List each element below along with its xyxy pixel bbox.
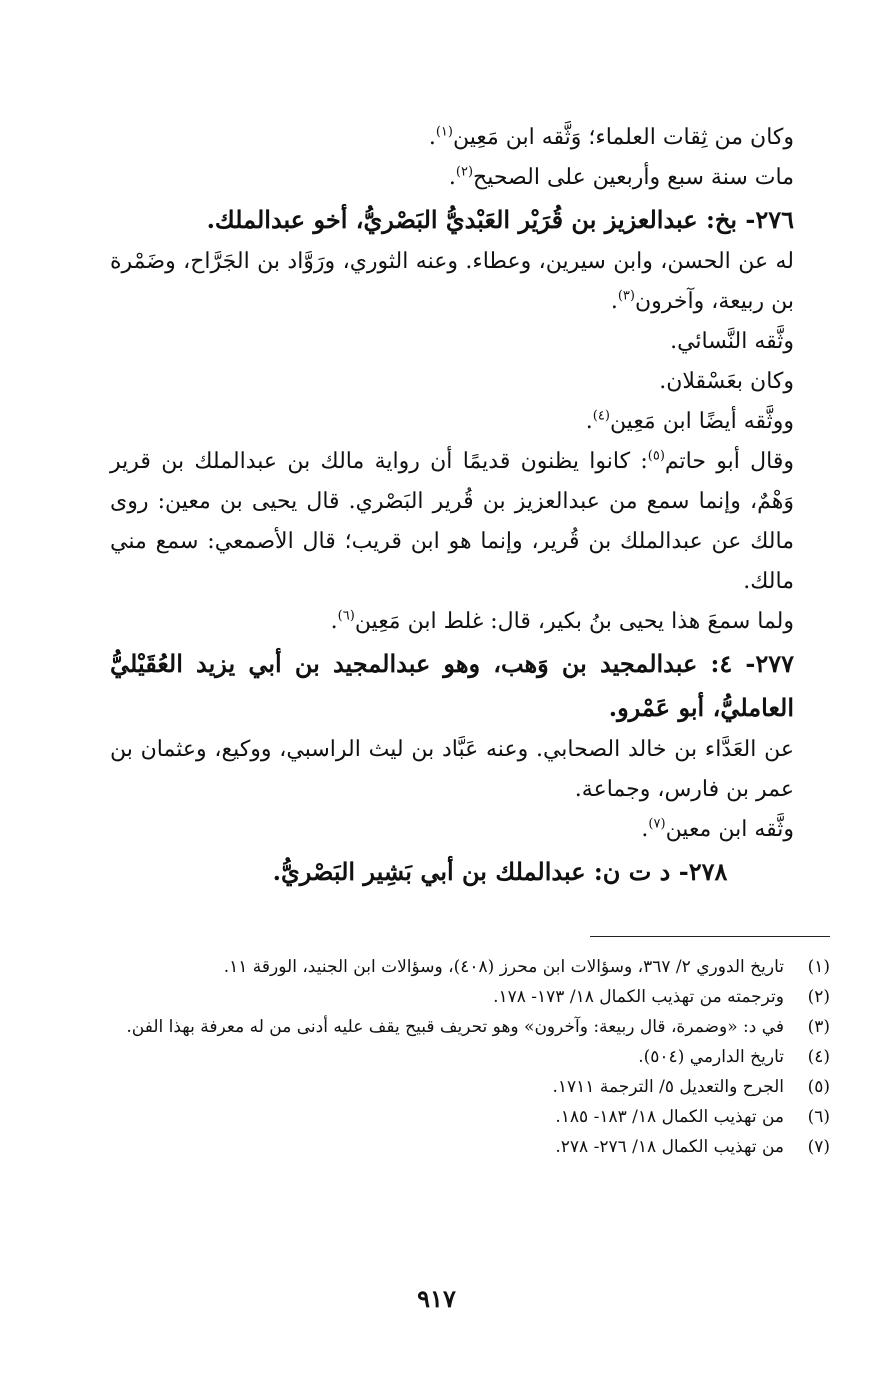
text-line: وكان من ثِقات العلماء؛ وَثَّقه ابن مَعِين$^{(١)}$. xyxy=(428,124,794,150)
footnote-number: (٣) xyxy=(807,1017,830,1037)
footnote-ref[interactable]: (٣) xyxy=(617,288,635,304)
footnote-divider xyxy=(590,936,830,937)
footnote-text: تاريخ الدارمي (٥٠٤). xyxy=(638,1047,784,1067)
footnotes xyxy=(110,952,830,1162)
main-text xyxy=(110,118,830,894)
text-paragraph: عن العَدَّاء بن خالد الصحابي. وعنه عَبَّاد بن ليث الراسبي، ووكيع، وعثمان بن عمر بن فارس، وجماعة. xyxy=(110,737,794,802)
footnote-ref[interactable]: (٧) xyxy=(648,816,666,832)
footnote-item xyxy=(110,1012,830,1042)
footnote-ref[interactable]: (٢) xyxy=(455,164,474,180)
footnote-ref[interactable]: (٤) xyxy=(592,408,610,424)
footnote-item xyxy=(110,982,830,1012)
entry-heading-277: ٢٧٧- ٤: عبدالمجيد بن وَهب، وهو عبدالمجيد بن أبي يزيد العُقَيْليُّ العامليُّ، أبو عَمْرو. xyxy=(110,649,794,722)
footnote-number: (٦) xyxy=(807,1107,830,1127)
footnote-item xyxy=(110,952,830,982)
footnote-item xyxy=(110,1072,830,1102)
footnote-text: من تهذيب الكمال ١٨/ ١٨٣- ١٨٥. xyxy=(555,1107,784,1127)
footnote-item xyxy=(110,1102,830,1132)
text-line: ولما سمعَ هذا يحيى بنُ بكير، قال: غلط ابن مَعِين$^{(٦)}$. xyxy=(330,608,794,634)
text-line: وثَّقه ابن معين$^{(٧)}$. xyxy=(641,816,794,842)
footnote-text: من تهذيب الكمال ١٨/ ٢٧٦- ٢٧٨. xyxy=(555,1137,784,1157)
entry-heading-278: ٢٧٨- د ت ن: عبدالملك بن أبي بَشِير البَصْريُّ. xyxy=(272,857,728,886)
footnote-number: (١) xyxy=(807,957,830,977)
text-paragraph: وقال أبو حاتم$^{(٥)}$: كانوا يظنون قديمًا أن رواية مالك بن عبدالملك بن قرير وَهْمٌ، وإنما سمع من عبدالعزيز بن قُرير البَصْري. قال يحيى بن معين: روى مالك عن عبدالملك بن قُرير، وإنما هو ابن قريب؛ قال الأصمعي: سمع مني مالك. xyxy=(110,448,795,594)
footnote-text: في د: «وضمرة، قال ربيعة: وآخرون» وهو تحريف قبيح يقف عليه أدنى من له معرفة بهذا الفن. xyxy=(126,1017,784,1037)
footnote-ref[interactable]: (١) xyxy=(435,124,453,140)
footnote-number: (٤) xyxy=(807,1047,830,1067)
footnote-number: (٥) xyxy=(807,1077,830,1097)
footnote-text: تاريخ الدوري ٢/ ٣٦٧، وسؤالات ابن محرز (٤٠٨)، وسؤالات ابن الجنيد، الورقة ١١. xyxy=(223,957,784,977)
text-line: ووثَّقه أيضًا ابن مَعِين$^{(٤)}$. xyxy=(585,408,794,434)
footnote-item xyxy=(110,1042,830,1072)
footnote-text: الجرح والتعديل ٥/ الترجمة ١٧١١. xyxy=(552,1077,784,1097)
entry-heading-276: ٢٧٦- بخ: عبدالعزيز بن قُرَيْر العَبْديُّ البَصْريُّ، أخو عبدالملك. xyxy=(206,205,794,234)
text-paragraph: له عن الحسن، وابن سيرين، وعطاء. وعنه الثوري، ورَوَّاد بن الجَرَّاح، وضَمْرة بن ربيعة، وآخرون$^{(٣)}$. xyxy=(110,249,794,314)
text-line: وكان بعَسْقلان. xyxy=(659,369,794,394)
text-line: مات سنة سبع وأربعين على الصحيح$^{(٢)}$. xyxy=(448,164,794,190)
footnote-ref[interactable]: (٦) xyxy=(337,608,355,624)
text-line: وثَّقه النَّسائي. xyxy=(670,329,794,354)
page-number: ٩١٧ xyxy=(417,1284,456,1313)
footnote-ref[interactable]: (٥) xyxy=(647,448,665,464)
footnote-item xyxy=(110,1132,830,1162)
footnote-text: وترجمته من تهذيب الكمال ١٨/ ١٧٣- ١٧٨. xyxy=(493,987,784,1007)
footnote-number: (٧) xyxy=(807,1137,830,1157)
footnote-number: (٢) xyxy=(807,987,830,1007)
